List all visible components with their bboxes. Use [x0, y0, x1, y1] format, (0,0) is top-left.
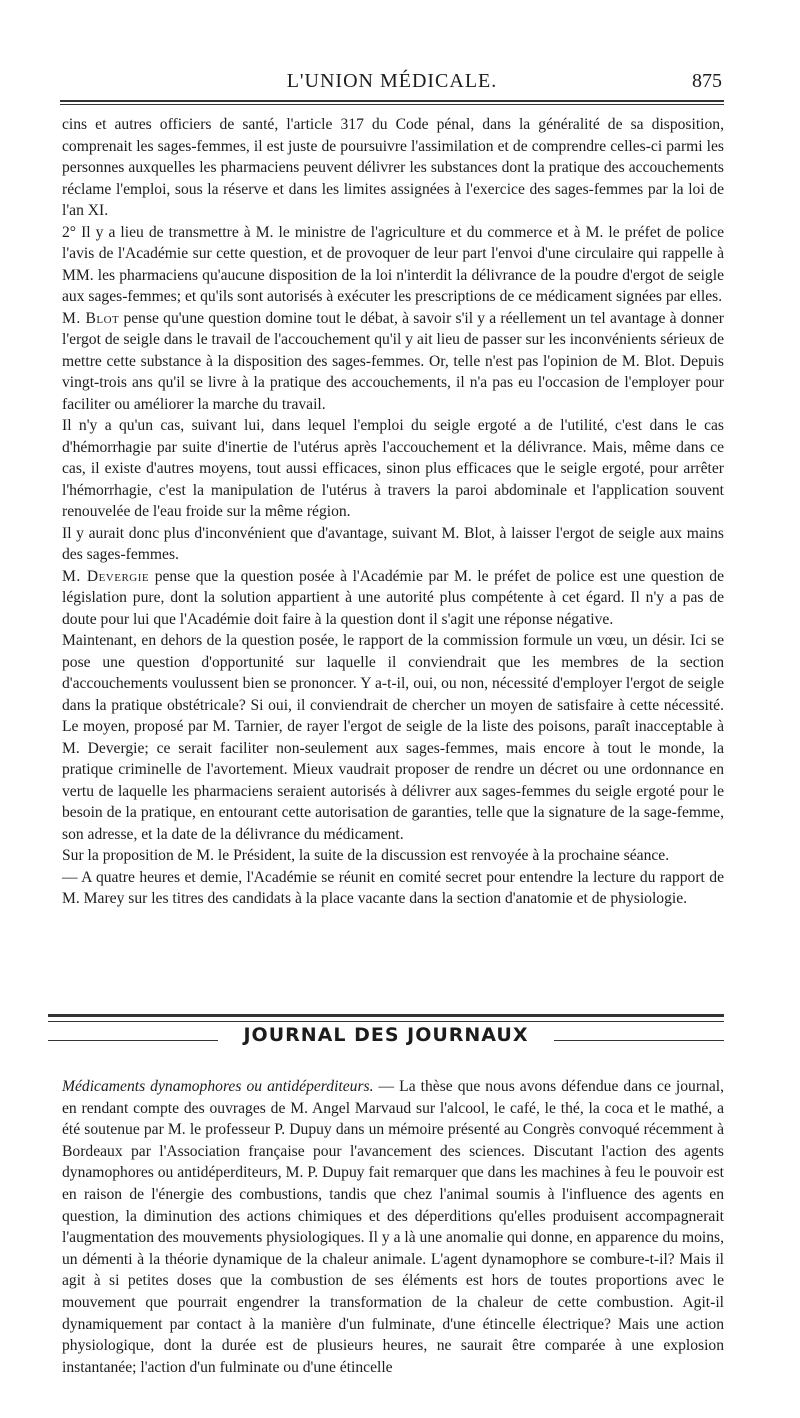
paragraph: cins et autres officiers de santé, l'article 317 du Code pénal, dans la généralité de sa disposition, comprenait les sages-femmes, il est juste de poursuivre l'assimilation et de comprendre celles-ci parmi les personnes auxquelles les pharmaciens peuvent délivrer les substances dont la pratique des accouchements réclame l'emploi, sous la réserve et dans les limites assignées à l'exercice des sages-femmes par la loi de l'an XI. — [62, 116, 724, 219]
paragraph: 2° Il y a lieu de transmettre à M. le ministre de l'agriculture et du commerce et à M. le préfet de police l'avis de l'Académie sur cette question, et de provoquer de leur part l'envoi d'une circulaire qui rappelle à MM. les pharmaciens qu'aucune disposition de la loi n'interdit la délivrance de la poudre d'ergot de seigle aux sages-femmes; et qu'ils sont autorisés à exécuter les prescriptions de ce médicament signées par elles. — [62, 223, 724, 305]
paragraph — [62, 308, 724, 416]
paragraph-text: pense qu'une question domine tout le débat, à savoir s'il y a réellement un tel avantage à donner l'ergot de seigle dans le travail de l'accouchement qu'il y ait lieu de passer sur les inconvénients sérieux de mettre cette substance à la disposition des sages-femmes. Or, telle n'est pas l'opinion de M. Blot. Depuis vingt-trois ans qu'il se livre à la pratique des accouchements, il n'a pas eu l'occasion de l'employer pour faciliter ou améliorer la marche du travail. — [62, 309, 724, 413]
paragraph: Il y aurait donc plus d'inconvénient que d'avantage, suivant M. Blot, à laisser l'ergot de seigle aux mains des sages-femmes. — [62, 524, 724, 563]
paragraph-text: pense que la question posée à l'Académie par M. le préfet de police est une question de législation pure, dont la solution appartient à une autorité plus compétente à cet égard. Il n'y a pas de doute pour lui que l'Académie doit faire à la question dont il s'agit une réponse négative. — [62, 567, 724, 628]
section-heading — [48, 1024, 724, 1054]
paragraph-text: — La thèse que nous avons défendue dans ce journal, en rendant compte des ouvrages de M. Angel Marvaud sur l'alcool, le café, le thé, la coca et le mathé, a été soutenue par M. le professeur P. Dupuy dans un mémoire présenté au Congrès convoqué récemment à Bordeaux par l'Association française pour l'avancement des sciences. Discutant l'action des agents dynamophores ou antidéperditeurs, M. P. Dupuy fait remarquer que dans les machines à feu le pouvoir est en raison de l'énergie des combustions, tandis que chez l'animal soumis à l'influence des agents en question, la diminution des actions chimiques et des déperditions qu'elles produisent accompagnerait l'augmentation des mouvements physiologiques. Il y a là une anomalie qui donne, en apparence du moins, un démenti à la théorie dynamique de la chaleur animale. L'agent dynamophore se combure-t-il? Mais il agit à si petites doses que la combustion de ses éléments est hors de toutes proportions avec le mouvement que pourrait engendrer la transformation de la chaleur de cette combustion. Agit-il dynamiquement par contact à la manière d'un fulminate, d'une étincelle électrique? Mais une action physiologique, dont la durée est de plusieurs heures, ne saurait être comparée à une explosion instantanée; l'action d'un fulminate ou d'une étincelle — [62, 1078, 724, 1376]
article-lead: Médicaments dynamophores ou antidéperditeurs. — [62, 1078, 374, 1095]
running-title: L'UNION MÉDICALE. — [286, 70, 498, 92]
heading-line-right — [554, 1040, 724, 1041]
paragraph — [62, 1076, 724, 1378]
section-rule — [48, 1014, 724, 1022]
heading-line-left — [48, 1040, 218, 1041]
paragraph: Il n'y a qu'un cas, suivant lui, dans lequel l'emploi du seigle ergoté a de l'utilité, c'est dans le cas d'hémorrhagie par suite d'inertie de l'utérus après l'accouchement et la délivrance. Mais, même dans ce cas, il existe d'autres moyens, tout aussi efficaces, sinon plus efficaces que le seigle ergoté, pour arrêter l'hémorrhagie, c'est la manipulation de l'utérus à travers la paroi abdominale et l'application souvent renouvelée de l'eau froide sur la même région. — [62, 417, 724, 520]
speaker-name: M. Blot — [62, 309, 120, 327]
paragraph — [62, 566, 724, 631]
body-text — [62, 114, 724, 910]
speaker-name: M. Devergie — [62, 567, 150, 585]
page-number: 875 — [692, 70, 722, 92]
header-rule — [60, 100, 724, 105]
journal-text — [62, 1076, 724, 1378]
paragraph: Maintenant, en dehors de la question posée, le rapport de la commission formule un vœu, un désir. Ici se pose une question d'opportunité sur laquelle il conviendrait que les membres de la section d'accouchements voulussent bien se prononcer. Y a-t-il, oui, ou non, nécessité d'employer l'ergot de seigle dans la pratique obstétricale? Si oui, il conviendrait de chercher un moyen de satisfaire à cette nécessité. Le moyen, proposé par M. Tarnier, de rayer l'ergot de seigle de la liste des poisons, paraît inacceptable à M. Devergie; ce serait faciliter non-seulement aux sages-femmes, mais encore à tout le monde, la pratique criminelle de l'avortement. Mieux vaudrait proposer de rendre un décret ou une ordonnance en vertu de laquelle les pharmaciens seraient autorisés à délivrer aux sages-femmes du seigle ergoté pour le besoin de la pratique, en entourant cette autorisation de garanties, telle que la signature de la sage-femme, son adresse, et la date de la délivrance du médicament. — [62, 632, 724, 843]
paragraph: — A quatre heures et demie, l'Académie se réunit en comité secret pour entendre la lecture du rapport de M. Marey sur les titres des candidats à la place vacante dans la section d'anatomie et de physiologie. — [62, 868, 724, 907]
page-header — [60, 66, 724, 98]
paragraph: Sur la proposition de M. le Président, la suite de la discussion est renvoyée à la prochaine séance. — [62, 847, 670, 864]
section-title: JOURNAL DES JOURNAUX — [243, 1024, 529, 1046]
